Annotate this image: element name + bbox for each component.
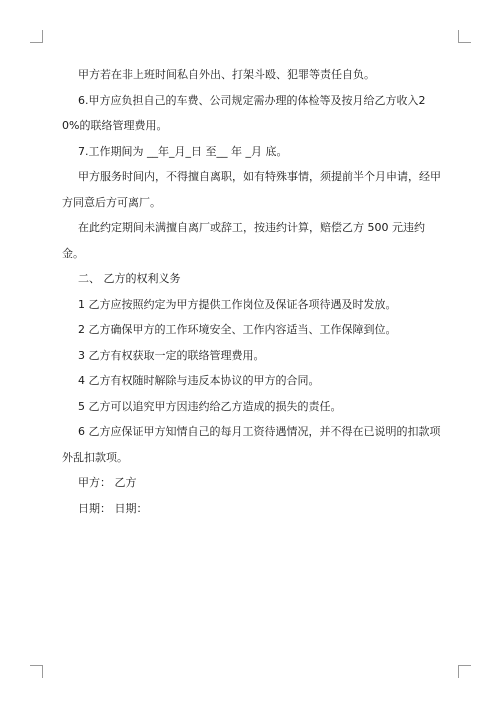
- page-corner-top-left: [30, 30, 43, 43]
- paragraph-party-b-item-3: 3 乙方有权获取一定的联络管理费用。: [78, 348, 265, 362]
- page-corner-bottom-left: [30, 665, 43, 678]
- signature-parties: 甲方： 乙方: [78, 476, 137, 489]
- paragraph-private-outing: 甲方若在非上班时间私自外出、打架斗殴、犯罪等责任自负。: [78, 68, 375, 81]
- section-heading-party-b-rights: 二、 乙方的权利义务: [78, 272, 181, 285]
- paragraph-party-b-item-1: 1 乙方应按照约定为甲方提供工作岗位及保证各项待遇及时发放。: [78, 297, 397, 311]
- signature-dates: 日期： 日期：: [78, 501, 148, 515]
- document-body: [62, 62, 442, 521]
- paragraph-party-b-item-2: 2 乙方确保甲方的工作环境安全、工作内容适当、工作保障到位。: [78, 323, 397, 336]
- page-corner-top-right: [458, 30, 471, 43]
- paragraph-party-b-item-5: 5 乙方可以追究甲方因违约给乙方造成的损失的责任。: [78, 399, 342, 413]
- paragraph-party-b-item-6: 6 乙方应保证甲方知情自己的每月工资待遇情况，并不得在已说明的扣款项外乱扣款项。: [62, 425, 441, 464]
- paragraph-breach-penalty: 在此约定期间未满擅自离厂或辞工，按违约计算，赔偿乙方 500 元违约金。: [62, 221, 425, 260]
- page-corner-bottom-right: [458, 665, 471, 678]
- paragraph-party-b-item-4: 4 乙方有权随时解除与违反本协议的甲方的合同。: [78, 374, 320, 387]
- paragraph-resignation-notice: 甲方服务时间内，不得擅自离职，如有特殊事情，须提前半个月申请，经甲方同意后方可离厂。: [62, 170, 441, 209]
- paragraph-clause-6-fees: 6.甲方应负担自己的车费、公司规定需办理的体检等及按月给乙方收入20%的联络管理费用。: [62, 93, 426, 132]
- paragraph-clause-7-period: 7.工作期间为 __年_月_日 至__ 年 _月 底。: [78, 144, 288, 158]
